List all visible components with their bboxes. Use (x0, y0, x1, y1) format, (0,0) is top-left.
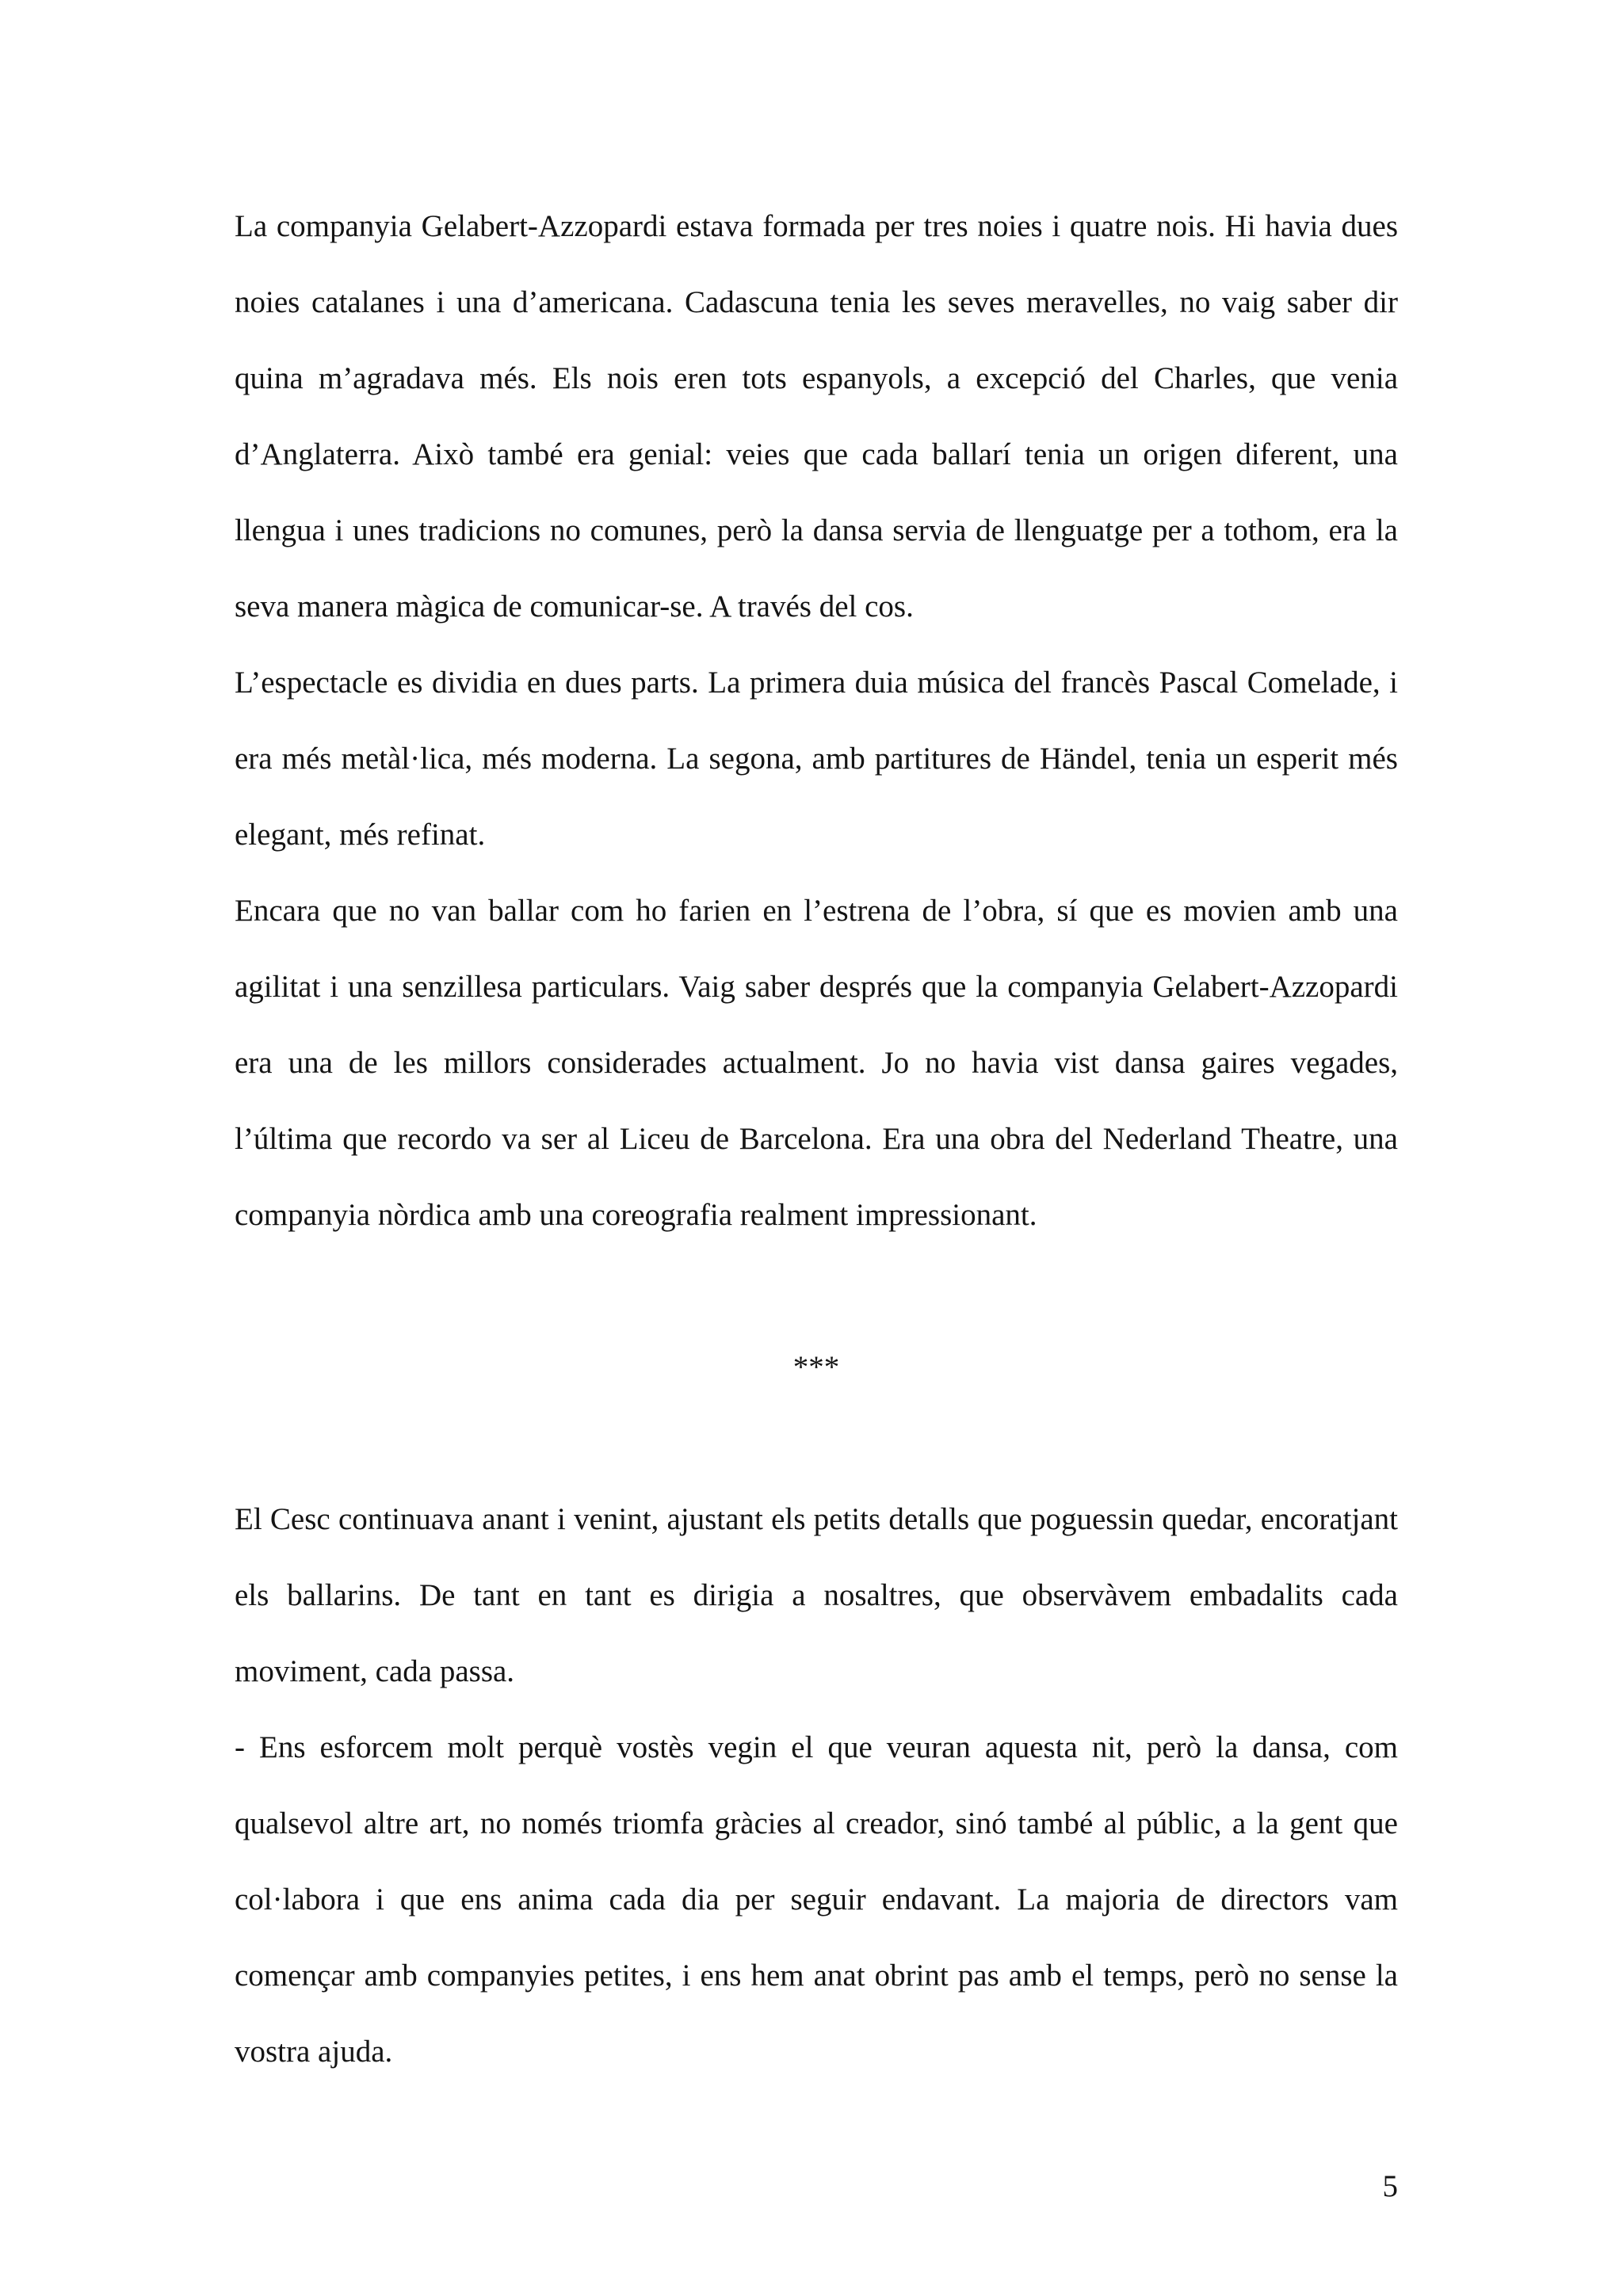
paragraph-discurs: - Ens esforcem molt perquè vostès vegin el que veuran aquesta nit, però la dansa, com qualsevol altre art, no només triomfa gràcies al creador, sinó també al públic, a la gent que col·labora i que ens anima cada dia per seguir endavant. La majoria de directors vam començar amb companyies petites, i ens hem anat obrint pas amb el temps, però no sense la vostra ajuda. (235, 1730, 1398, 2069)
page-number: 5 (1382, 2169, 1398, 2203)
body-text (235, 189, 1398, 2090)
paragraph-ballarins: La companyia Gelabert-Azzopardi estava formada per tres noies i quatre nois. Hi havia dues noies catalanes i una d’americana. Cadascuna tenia les seves meravelles, no vaig saber dir quina m’agradava més. Els nois eren tots espanyols, a excepció del Charles, que venia d’Anglaterra. Això també era genial: veies que cada ballarí tenia un origen diferent, una llengua i unes tradicions no comunes, però la dansa servia de llenguatge per a tothom, era la seva manera màgica de comunicar-se. A través del cos. (235, 209, 1398, 624)
section-break: *** (792, 1350, 840, 1384)
paragraph-cesc: El Cesc continuava anant i venint, ajustant els petits detalls que poguessin quedar, encoratjant els ballarins. De tant en tant es dirigia a nosaltres, que observàvem embadalits cada moviment, cada passa. (235, 1502, 1398, 1688)
paragraph-espectacle: L’espectacle es dividia en dues parts. La primera duia música del francès Pascal Comelade, i era més metàl·lica, més moderna. La segona, amb partitures de Händel, tenia un esperit més elegant, més refinat. (235, 666, 1398, 852)
paragraph-estrena: Encara que no van ballar com ho farien en l’estrena de l’obra, sí que es movien amb una agilitat i una senzillesa particulars. Vaig saber després que la companyia Gelabert-Azzopardi era una de les millors considerades actualment. Jo no havia vist dansa gaires vegades, l’última que recordo va ser al Liceu de Barcelona. Era una obra del Nederland Theatre, una companyia nòrdica amb una coreografia realment impressionant. (235, 894, 1398, 1232)
